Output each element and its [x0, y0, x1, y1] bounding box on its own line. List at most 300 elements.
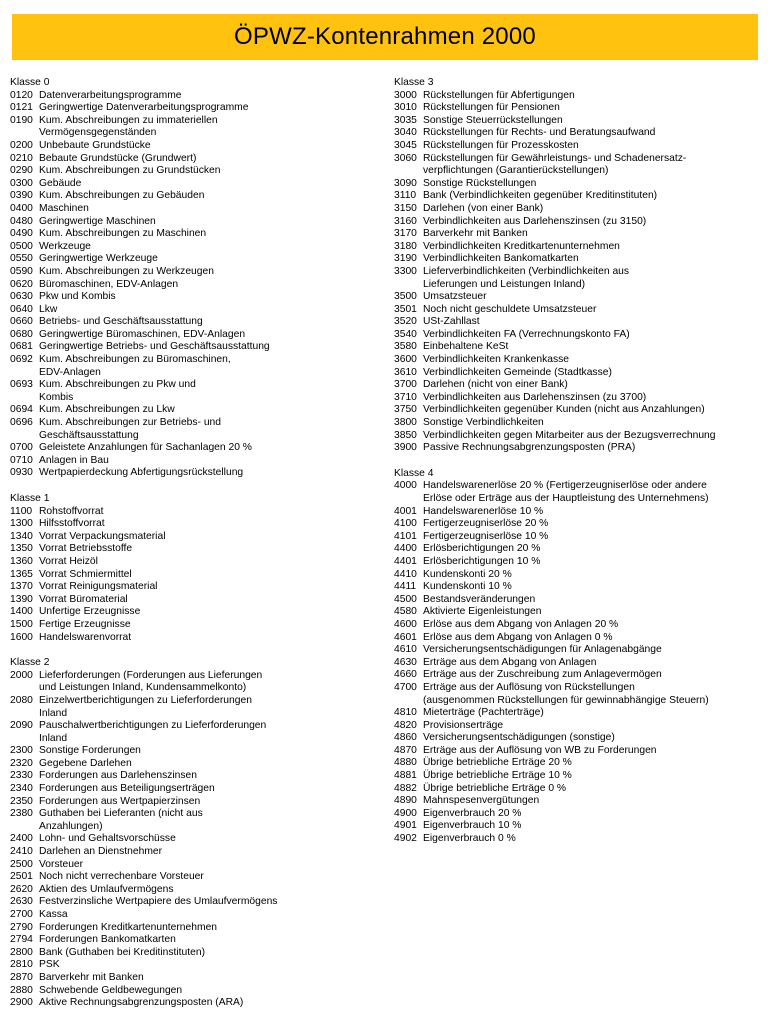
account-entry: [394, 379, 764, 392]
account-code: 0681: [10, 341, 33, 353]
account-name: Geschäftsausstattung: [39, 429, 139, 441]
account-name: Geringwertige Maschinen: [39, 215, 156, 227]
account-code: 3501: [394, 303, 417, 315]
account-entry: [394, 556, 764, 569]
account-code: 3040: [394, 127, 417, 139]
account-code: 3010: [394, 102, 417, 114]
account-name: Einbehaltene KeSt: [423, 341, 509, 353]
account-entry: [10, 291, 382, 304]
account-code: 0200: [10, 139, 33, 151]
account-name: Lieferverbindlichkeiten (Verbindlichkeiten aus: [423, 265, 630, 277]
account-entry: [10, 959, 382, 972]
account-entry-continuation: [394, 279, 764, 292]
account-entry: [10, 922, 382, 935]
account-entry: [10, 581, 382, 594]
account-entry: [394, 745, 764, 758]
account-code: 0930: [10, 467, 33, 479]
account-code: 3520: [394, 316, 417, 328]
account-code: 0620: [10, 278, 33, 290]
account-entry: [10, 569, 382, 582]
account-name: Verbindlichkeiten FA (Verrechnungskonto FA): [423, 328, 630, 340]
account-code: 0590: [10, 265, 33, 277]
account-entry: [10, 304, 382, 317]
account-entry: [394, 569, 764, 582]
account-entry: [10, 770, 382, 783]
account-entry: [394, 644, 764, 657]
account-entry: [394, 707, 764, 720]
account-entry: [394, 531, 764, 544]
account-entry-continuation: [10, 392, 382, 405]
account-code: 1340: [10, 530, 33, 542]
account-entry: [10, 115, 382, 128]
account-name: Festverzinsliche Wertpapiere des Umlaufvermögens: [39, 896, 278, 908]
account-code: 2350: [10, 795, 33, 807]
account-code: 3600: [394, 354, 417, 366]
account-name: Rückstellungen für Prozesskosten: [423, 139, 579, 151]
account-name: Kombis: [39, 391, 74, 403]
account-code: 0290: [10, 165, 33, 177]
account-entry: [10, 783, 382, 796]
account-code: 4900: [394, 807, 417, 819]
account-name: Vorrat Reinigungsmaterial: [39, 581, 158, 593]
account-name: Erträge aus der Auflösung von WB zu Forderungen: [423, 744, 657, 756]
klasse-heading: Klasse 1: [10, 493, 50, 504]
account-code: 0694: [10, 404, 33, 416]
account-name: Datenverarbeitungsprogramme: [39, 89, 182, 101]
account-name: Rückstellungen für Abfertigungen: [423, 89, 575, 101]
account-name: Erlöse aus dem Abgang von Anlagen 0 %: [423, 631, 613, 643]
account-entry: [394, 632, 764, 645]
account-name: USt-Zahllast: [423, 316, 480, 328]
account-entry: [394, 228, 764, 241]
account-name: Mieterträge (Pachterträge): [423, 707, 544, 719]
account-code-spacer: [10, 392, 39, 405]
account-name: Bank (Verbindlichkeiten gegenüber Kreditinstituten): [423, 190, 658, 202]
account-code: 4820: [394, 719, 417, 731]
account-name: Rückstellungen für Pensionen: [423, 102, 560, 114]
account-name: Kum. Abschreibungen zu Gebäuden: [39, 190, 205, 202]
account-entry: [394, 619, 764, 632]
account-name: Inland: [39, 732, 68, 744]
account-entry: [10, 947, 382, 960]
account-name: Pauschalwertberichtigungen zu Lieferforderungen: [39, 720, 267, 732]
account-name: Geleistete Anzahlungen für Sachanlagen 20 %: [39, 442, 252, 454]
account-entry: [394, 304, 764, 317]
account-code: 0120: [10, 89, 33, 101]
account-entry: [10, 972, 382, 985]
account-code: 2300: [10, 745, 33, 757]
account-name: Aktien des Umlaufvermögens: [39, 883, 174, 895]
account-name: Werkzeuge: [39, 240, 91, 252]
account-entry: [394, 808, 764, 821]
account-code: 1100: [10, 505, 33, 517]
account-entry: [394, 669, 764, 682]
account-code: 3110: [394, 190, 417, 202]
account-name: Geringwertige Datenverarbeitungsprogramme: [39, 102, 249, 114]
account-name: Pkw und Kombis: [39, 291, 116, 303]
account-code: 3500: [394, 291, 417, 303]
klasse-section: [10, 657, 382, 1010]
account-name: Lieferungen und Leistungen Inland): [423, 278, 586, 290]
account-name: Eigenverbrauch 20 %: [423, 807, 522, 819]
account-name: Vorrat Verpackungsmaterial: [39, 530, 166, 542]
account-entry: [10, 404, 382, 417]
account-code: 0680: [10, 328, 33, 340]
account-code: 1600: [10, 631, 33, 643]
account-entry: [10, 354, 382, 367]
account-entry: [10, 253, 382, 266]
account-name: Erträge aus der Zuschreibung zum Anlagevermögen: [423, 669, 662, 681]
account-name: Guthaben bei Lieferanten (nicht aus: [39, 808, 203, 820]
account-name: Gegebene Darlehen: [39, 757, 132, 769]
account-entry: [394, 140, 764, 153]
account-name: Vorrat Schmiermittel: [39, 568, 132, 580]
account-entry: [394, 518, 764, 531]
klasse-heading: Klasse 2: [10, 657, 50, 669]
account-entry: [10, 670, 382, 683]
account-name: Verbindlichkeiten Kreditkartenunternehmen: [423, 240, 620, 252]
account-code: 3540: [394, 328, 417, 340]
account-entry: [10, 379, 382, 392]
account-entry: [10, 632, 382, 645]
account-entry: [10, 216, 382, 229]
account-code: 3750: [394, 404, 417, 416]
account-entry: [10, 203, 382, 216]
account-code-spacer: [10, 821, 39, 834]
account-code: 2501: [10, 871, 33, 883]
account-code: 2380: [10, 808, 33, 820]
account-entry: [10, 796, 382, 809]
account-entry: [10, 518, 382, 531]
account-entry: [10, 556, 382, 569]
account-code: 4600: [394, 618, 417, 630]
account-entry-continuation: [394, 695, 764, 708]
account-code: 3160: [394, 215, 417, 227]
account-code: 1370: [10, 581, 33, 593]
account-code: 0550: [10, 253, 33, 265]
account-entry: [394, 480, 764, 493]
account-code: 2794: [10, 934, 33, 946]
account-code: 0696: [10, 417, 33, 429]
account-code: 4630: [394, 656, 417, 668]
account-name: Unbebaute Grundstücke: [39, 139, 151, 151]
account-name: Anzahlungen): [39, 820, 103, 832]
account-name: Hilfsstoffvorrat: [39, 518, 105, 530]
account-code: 4101: [394, 530, 417, 542]
account-entry: [10, 241, 382, 254]
account-code: 0300: [10, 177, 33, 189]
account-entry: [10, 606, 382, 619]
account-name: Inland: [39, 707, 68, 719]
account-entry: [394, 241, 764, 254]
account-name: Erlöse oder Erträge aus der Hauptleistung des Unternehmens): [423, 493, 709, 504]
account-code: 2800: [10, 946, 33, 958]
account-code: 4660: [394, 669, 417, 681]
account-name: Verbindlichkeiten Bankomatkarten: [423, 253, 579, 265]
account-name: Vorrat Heizöl: [39, 555, 98, 567]
account-entry: [10, 896, 382, 909]
account-code-spacer: [10, 708, 39, 721]
account-entry-continuation: [394, 493, 764, 506]
account-code: 3180: [394, 240, 417, 252]
account-entry: [394, 266, 764, 279]
account-code: 3150: [394, 202, 417, 214]
klasse-heading: Klasse 0: [10, 77, 50, 88]
klasse-section: [10, 77, 382, 480]
account-code: 1300: [10, 518, 33, 530]
account-entry: [10, 455, 382, 468]
account-entry: [10, 279, 382, 292]
account-name: Betriebs- und Geschäftsausstattung: [39, 316, 203, 328]
account-code: 4580: [394, 606, 417, 618]
account-code: 4000: [394, 480, 417, 492]
account-entry: [10, 985, 382, 998]
account-entry: [10, 228, 382, 241]
account-entry: [394, 90, 764, 103]
account-name: Kundenskonti 20 %: [423, 568, 512, 580]
account-code: 0710: [10, 454, 33, 466]
column-right: [394, 77, 764, 859]
account-name: Kum. Abschreibungen zu immateriellen: [39, 114, 218, 126]
account-name: Forderungen Bankomatkarten: [39, 934, 176, 946]
account-name: (ausgenommen Rückstellungen für gewinnabhängige Steuern): [423, 694, 709, 706]
account-name: Einzelwertberichtigungen zu Lieferforderungen: [39, 694, 252, 706]
account-code: 2620: [10, 883, 33, 895]
account-code: 3190: [394, 253, 417, 265]
account-entry: [394, 367, 764, 380]
account-entry: [394, 430, 764, 443]
account-code-spacer: [394, 493, 423, 506]
account-entry: [394, 581, 764, 594]
account-name: Mahnspesenvergütungen: [423, 795, 540, 807]
account-entry: [394, 178, 764, 191]
account-entry: [394, 115, 764, 128]
account-code: 3000: [394, 89, 417, 101]
account-name: verpflichtungen (Garantierückstellungen): [423, 165, 609, 177]
account-code-spacer: [10, 733, 39, 746]
account-code-spacer: [394, 695, 423, 708]
account-entry: [10, 808, 382, 821]
account-entry: [10, 543, 382, 556]
account-entry: [10, 341, 382, 354]
account-code: 2900: [10, 997, 33, 1009]
account-name: Darlehen an Dienstnehmer: [39, 846, 163, 858]
account-name: Erlöse aus dem Abgang von Anlagen 20 %: [423, 618, 619, 630]
account-name: Forderungen Kreditkartenunternehmen: [39, 921, 218, 933]
page-title: ÖPWZ-Kontenrahmen 2000: [234, 23, 536, 50]
account-name: Übrige betriebliche Erträge 0 %: [423, 782, 567, 794]
account-entry: [10, 758, 382, 771]
account-entry: [10, 833, 382, 846]
account-code-spacer: [394, 279, 423, 292]
account-entry: [394, 203, 764, 216]
account-name: Gebäude: [39, 177, 82, 189]
account-name: Büromaschinen, EDV-Anlagen: [39, 278, 179, 290]
account-name: Geringwertige Betriebs- und Geschäftsausstattung: [39, 341, 270, 353]
account-code: 4880: [394, 757, 417, 769]
account-name: Geringwertige Büromaschinen, EDV-Anlagen: [39, 328, 246, 340]
account-code: 4001: [394, 505, 417, 517]
account-name: Lieferforderungen (Forderungen aus Lieferungen: [39, 669, 263, 681]
account-code: 4601: [394, 631, 417, 643]
account-name: Vorrat Betriebsstoffe: [39, 543, 133, 555]
account-entry: [10, 594, 382, 607]
account-code: 2000: [10, 669, 33, 681]
account-entry: [10, 909, 382, 922]
account-entry: [394, 442, 764, 455]
account-name: Sonstige Verbindlichkeiten: [423, 417, 544, 429]
account-name: Handelswarenvorrat: [39, 631, 132, 643]
klasse-section: [10, 493, 382, 644]
account-name: und Leistungen Inland, Kundensammelkonto): [39, 682, 247, 694]
account-name: Noch nicht geschuldete Umsatzsteuer: [423, 303, 597, 315]
account-code: 4870: [394, 744, 417, 756]
account-code: 2880: [10, 984, 33, 996]
account-entry: [10, 934, 382, 947]
account-code: 2400: [10, 833, 33, 845]
account-entry: [394, 291, 764, 304]
account-name: Rückstellungen für Rechts- und Beratungsaufwand: [423, 127, 656, 139]
account-entry: [394, 216, 764, 229]
account-name: Vorrat Büromaterial: [39, 593, 128, 605]
account-entry: [10, 102, 382, 115]
account-entry: [394, 720, 764, 733]
account-entry: [394, 770, 764, 783]
account-name: Übrige betriebliche Erträge 20 %: [423, 757, 572, 769]
account-entry: [10, 506, 382, 519]
account-entry: [10, 442, 382, 455]
account-code: 3900: [394, 442, 417, 454]
account-name: Versicherungsentschädigungen für Anlagenabgänge: [423, 644, 662, 656]
account-code: 4410: [394, 568, 417, 580]
account-name: Kundenskonti 10 %: [423, 581, 512, 593]
account-name: Noch nicht verrechenbare Vorsteuer: [39, 871, 204, 883]
account-code: 4401: [394, 555, 417, 567]
account-code: 0390: [10, 190, 33, 202]
account-code: 3700: [394, 379, 417, 391]
account-name: Barverkehr mit Banken: [39, 971, 144, 983]
account-name: Erträge aus der Auflösung von Rückstellungen: [423, 681, 635, 693]
account-entry: [394, 657, 764, 670]
account-code: 3850: [394, 429, 417, 441]
account-entry: [394, 543, 764, 556]
account-code-spacer: [10, 367, 39, 380]
account-entry: [394, 316, 764, 329]
account-code: 0692: [10, 354, 33, 366]
account-code: 1390: [10, 593, 33, 605]
account-entry: [10, 467, 382, 480]
account-entry: [394, 757, 764, 770]
account-entry-continuation: [394, 165, 764, 178]
account-entry-continuation: [10, 367, 382, 380]
account-code: 0190: [10, 114, 33, 126]
account-entry: [394, 404, 764, 417]
account-name: Verbindlichkeiten gegen Mitarbeiter aus der Bezugsverrechnung: [423, 429, 716, 441]
account-entry: [394, 102, 764, 115]
account-entry: [394, 820, 764, 833]
account-entry: [10, 190, 382, 203]
account-entry: [394, 833, 764, 846]
account-code-spacer: [394, 165, 423, 178]
account-entry-continuation: [10, 821, 382, 834]
klasse-section: [394, 77, 764, 455]
account-code: 4902: [394, 833, 417, 845]
account-code: 0640: [10, 303, 33, 315]
account-entry: [394, 506, 764, 519]
account-code: 0121: [10, 102, 33, 114]
account-name: Verbindlichkeiten Krankenkasse: [423, 354, 569, 366]
account-name: Handelswarenerlöse 10 %: [423, 505, 544, 517]
account-entry: [10, 871, 382, 884]
account-name: Verbindlichkeiten aus Darlehenszinsen (zu 3700): [423, 391, 647, 403]
account-code: 2700: [10, 909, 33, 920]
account-entry: [394, 392, 764, 405]
account-entry-continuation: [10, 682, 382, 695]
account-code: 0400: [10, 202, 33, 214]
account-code: 0480: [10, 215, 33, 227]
account-entry: [10, 266, 382, 279]
account-code-spacer: [10, 430, 39, 443]
account-entry: [394, 190, 764, 203]
account-code: 4610: [394, 644, 417, 656]
account-code: 4810: [394, 707, 417, 719]
account-name: Kum. Abschreibungen zu Werkzeugen: [39, 265, 214, 277]
account-code: 0500: [10, 240, 33, 252]
account-name: EDV-Anlagen: [39, 366, 101, 378]
account-name: Vermögensgegenständen: [39, 127, 157, 139]
account-code: 2090: [10, 720, 33, 732]
account-name: Lohn- und Gehaltsvorschüsse: [39, 833, 176, 845]
account-code: 3710: [394, 391, 417, 403]
account-name: Rückstellungen für Gewährleistungs- und Schadenersatz-: [423, 152, 687, 164]
account-name: Barverkehr mit Banken: [423, 228, 528, 240]
account-entry: [10, 316, 382, 329]
account-name: Unfertige Erzeugnisse: [39, 606, 141, 618]
account-entry: [394, 594, 764, 607]
account-entry: [10, 417, 382, 430]
account-name: Erlösberichtigungen 20 %: [423, 543, 541, 555]
account-code: 0700: [10, 442, 33, 454]
account-entry: [10, 695, 382, 708]
account-code: 1360: [10, 555, 33, 567]
account-name: Darlehen (nicht von einer Bank): [423, 379, 568, 391]
account-code: 2870: [10, 971, 33, 983]
account-entry: [10, 140, 382, 153]
account-entry: [394, 341, 764, 354]
klasse-section: [394, 468, 764, 846]
account-name: Fertigerzeugniserlöse 20 %: [423, 518, 549, 530]
account-name: Forderungen aus Darlehenszinsen: [39, 770, 197, 782]
account-entry: [394, 127, 764, 140]
account-name: Kum. Abschreibungen zu Grundstücken: [39, 165, 221, 177]
account-entry: [10, 846, 382, 859]
account-entry: [394, 253, 764, 266]
account-name: Lkw: [39, 303, 58, 315]
account-entry: [10, 884, 382, 897]
account-name: Vorsteuer: [39, 858, 84, 870]
account-entry: [10, 329, 382, 342]
account-entry: [394, 153, 764, 166]
account-code: 0490: [10, 228, 33, 240]
account-code: 3060: [394, 152, 417, 164]
account-name: Passive Rechnungsabgrenzungsposten (PRA): [423, 442, 636, 454]
account-code: 0210: [10, 152, 33, 164]
account-code-spacer: [10, 127, 39, 140]
account-code: 4881: [394, 770, 417, 782]
account-entry-continuation: [10, 430, 382, 443]
account-name: PSK: [39, 959, 60, 971]
account-name: Übrige betriebliche Erträge 10 %: [423, 770, 572, 782]
